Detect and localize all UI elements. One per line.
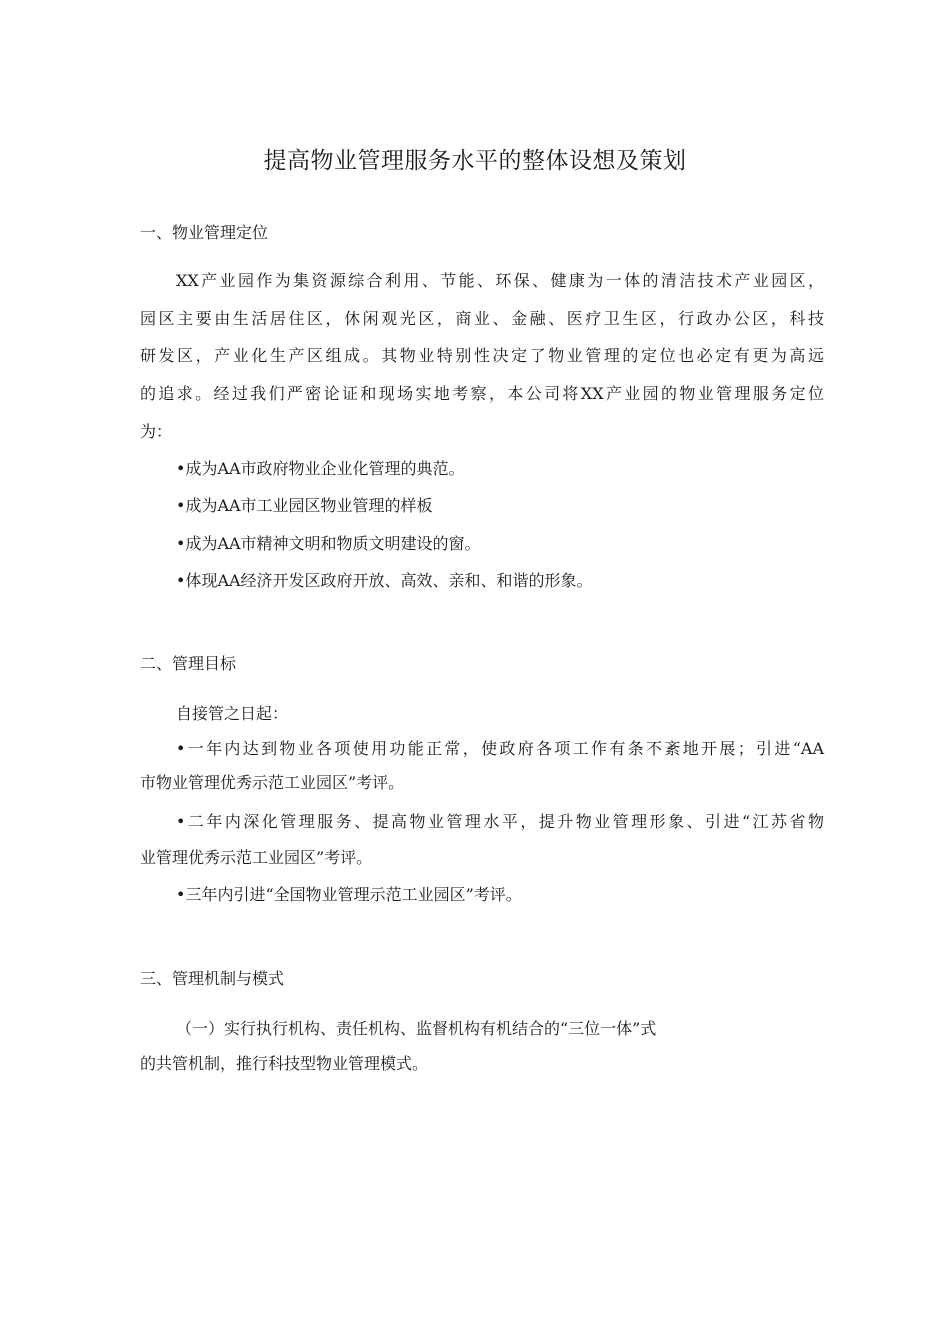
section-2-line: •二年内深化管理服务、提高物业管理水平，提升物业管理形象、引进“江苏省物 — [176, 812, 824, 831]
section-2-intro: 自接管之日起： — [176, 704, 289, 723]
section-2-line: 市物业管理优秀示范工业园区”考评。 — [140, 773, 405, 792]
section-2-heading: 二、管理目标 — [140, 654, 237, 673]
section-1-paragraph-line: 为： — [140, 422, 173, 441]
section-1-bullet: •体现AA经济开发区政府开放、高效、亲和、和谐的形象。 — [176, 571, 593, 590]
section-1-paragraph-line: 研发区，产业化生产区组成。其物业特别性决定了物业管理的定位也必定有更为高远 — [140, 346, 824, 365]
section-2-line: •三年内引进“全国物业管理示范工业园区”考评。 — [176, 885, 522, 904]
section-2-line: 业管理优秀示范工业园区”考评。 — [140, 848, 373, 867]
section-1-paragraph-line: XX产业园作为集资源综合利用、节能、环保、健康为一体的清洁技术产业园区， — [176, 271, 824, 290]
section-1-paragraph-line: 园区主要由生活居住区，休闲观光区，商业、金融、医疗卫生区，行政办公区，科技 — [140, 309, 824, 328]
section-3-heading: 三、管理机制与模式 — [140, 969, 285, 988]
section-1-heading: 一、物业管理定位 — [140, 223, 269, 242]
section-1-bullet: •成为AA市工业园区物业管理的样板 — [176, 496, 433, 515]
section-1-bullet: •成为AA市政府物业企业化管理的典范。 — [176, 459, 465, 478]
section-1-bullet: •成为AA市精神文明和物质文明建设的窗。 — [176, 534, 481, 553]
section-3-line: 的共管机制，推行科技型物业管理模式。 — [140, 1054, 429, 1073]
document-title: 提高物业管理服务水平的整体设想及策划 — [263, 148, 687, 174]
section-1-paragraph-line: 的追求。经过我们严密论证和现场实地考察，本公司将XX产业园的物业管理服务定位 — [140, 384, 824, 403]
section-3-line: （一）实行执行机构、责任机构、监督机构有机结合的“三位一体”式 — [176, 1019, 657, 1038]
section-2-line: •一年内达到物业各项使用功能正常，使政府各项工作有条不紊地开展；引进“AA — [176, 739, 824, 758]
